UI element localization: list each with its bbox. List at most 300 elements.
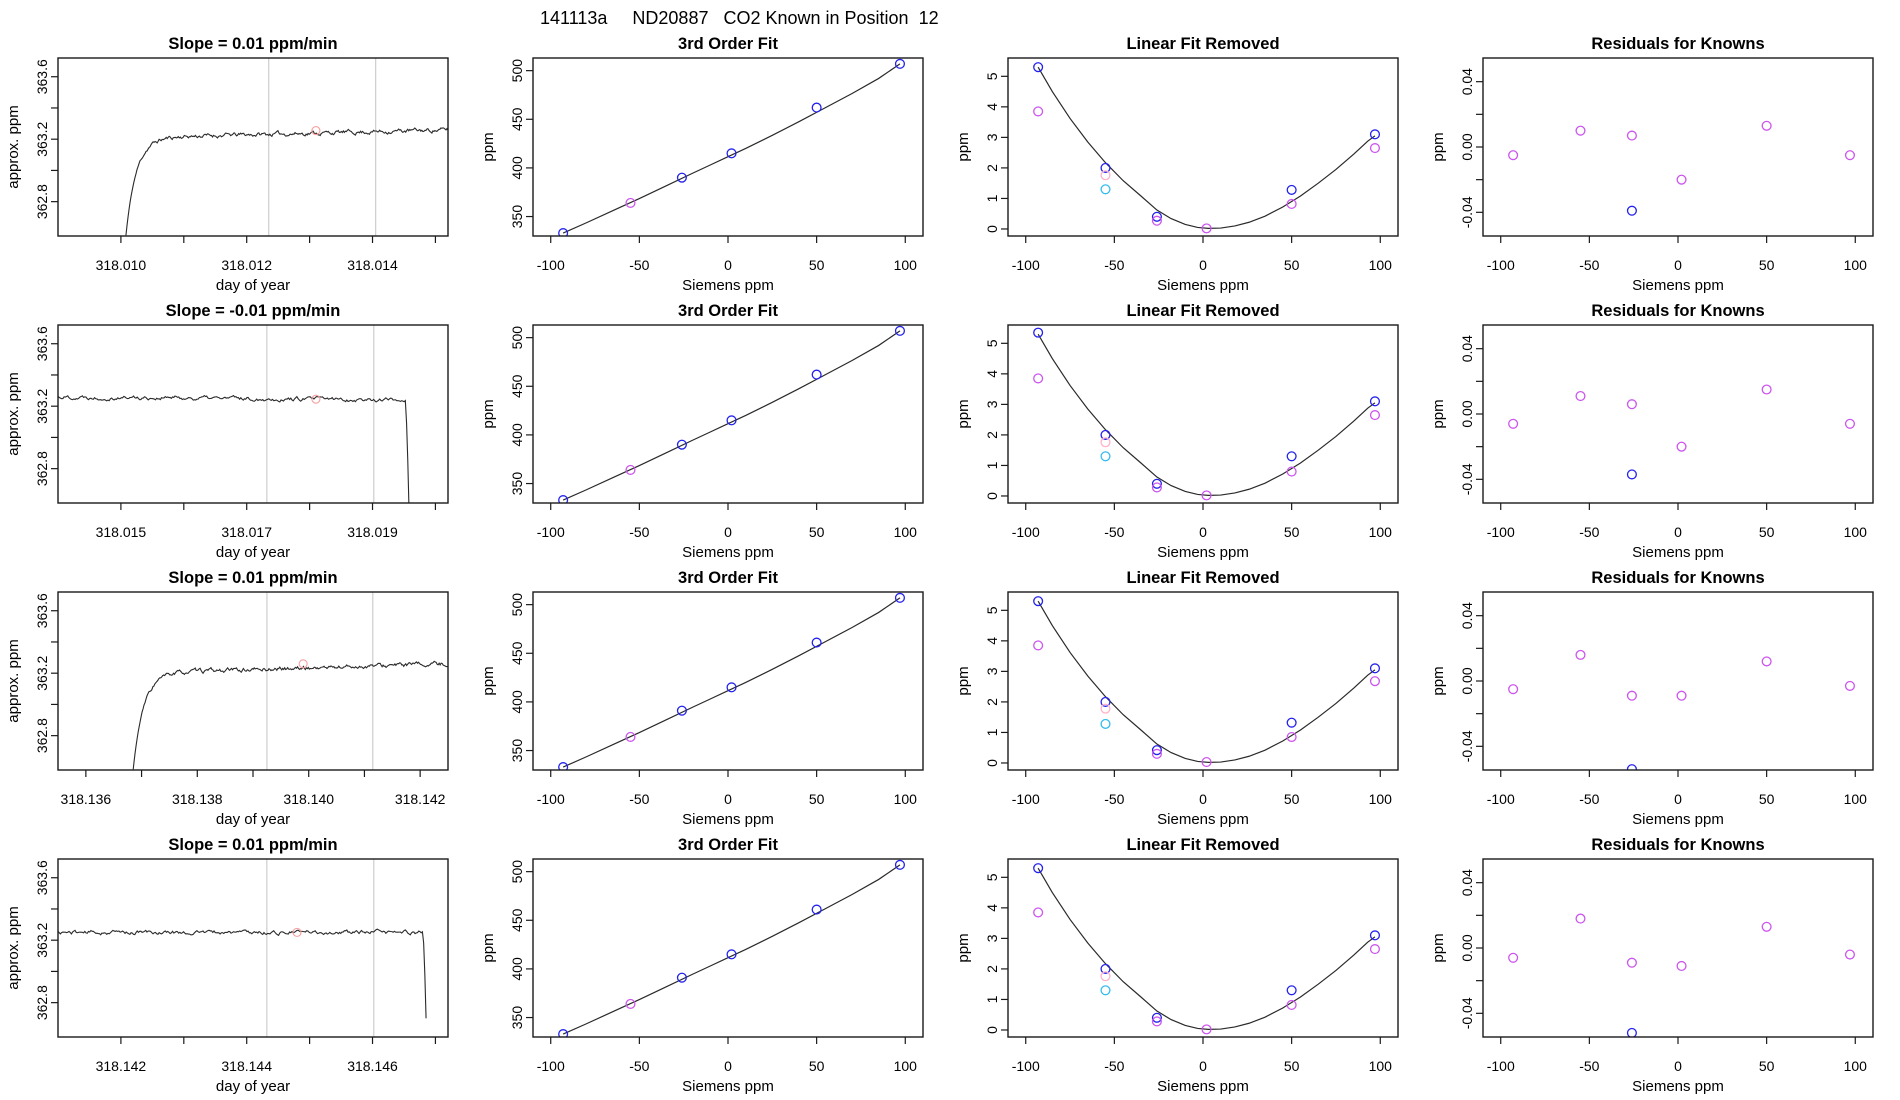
x-tick-label: -50 — [1104, 791, 1125, 807]
y-tick-label: 4 — [984, 636, 1000, 645]
y-tick-label: 0 — [984, 1026, 1000, 1034]
x-axis — [537, 1037, 917, 1074]
x-tick-label: -50 — [1104, 524, 1125, 540]
plot-box — [533, 592, 923, 770]
y-tick-label: 450 — [509, 641, 525, 665]
y-axis — [984, 72, 1008, 233]
x-tick-label: 50 — [1283, 524, 1300, 540]
data-point — [1101, 719, 1110, 728]
x-tick-label: -100 — [1011, 1058, 1040, 1074]
x-tick-label: -50 — [1104, 257, 1125, 273]
data-point — [1846, 950, 1855, 959]
x-tick-label: 50 — [808, 1058, 825, 1074]
x-axis-label: Siemens ppm — [1632, 811, 1724, 828]
y-axis-label: ppm — [480, 666, 497, 696]
data-point — [1628, 470, 1637, 479]
data-point — [1034, 908, 1043, 917]
plot-box — [1008, 58, 1398, 236]
x-axis — [537, 770, 917, 807]
data-point — [1371, 931, 1380, 940]
x-tick-label: 100 — [893, 1058, 917, 1074]
x-axis-label: Siemens ppm — [1632, 1078, 1724, 1095]
y-tick-label: 0.00 — [1459, 133, 1475, 161]
signal-trace — [58, 396, 409, 509]
plot-box — [1008, 592, 1398, 770]
data-point — [1846, 681, 1855, 690]
data-point — [1846, 419, 1855, 428]
plot-title: Linear Fit Removed — [1126, 302, 1280, 320]
data-point — [1677, 442, 1686, 451]
plot-box — [58, 859, 448, 1037]
y-axis — [34, 326, 58, 486]
plot-title: Slope = 0.01 ppm/min — [168, 569, 338, 587]
y-axis-label: ppm — [955, 399, 972, 429]
page-title: 141113a ND20887 CO2 Known in Position 12 — [540, 8, 939, 28]
x-tick-label: 318.012 — [221, 257, 273, 273]
data-point — [1576, 650, 1585, 659]
known-points — [1034, 374, 1380, 500]
y-tick-label: 5 — [984, 606, 1000, 615]
data-point — [1628, 1029, 1637, 1038]
y-axis — [1459, 602, 1483, 762]
y-tick-label: 4 — [984, 102, 1000, 111]
y-axis-label: ppm — [1430, 666, 1447, 696]
data-point — [1287, 986, 1296, 995]
plot-row2-slope-timeseries — [0, 299, 475, 566]
x-tick-label: -100 — [536, 791, 565, 807]
x-tick-label: -100 — [1011, 791, 1040, 807]
y-axis — [984, 606, 1008, 767]
x-tick-label: 50 — [1283, 1058, 1300, 1074]
fit-curve — [1038, 67, 1375, 228]
x-tick-label: -100 — [536, 1058, 565, 1074]
data-point — [1371, 677, 1380, 686]
y-axis — [509, 860, 533, 1029]
plot-box — [58, 58, 448, 236]
data-point — [1677, 691, 1686, 700]
x-tick-label: 50 — [808, 791, 825, 807]
y-tick-label: 0.04 — [1459, 335, 1475, 363]
x-tick-label: 0 — [1199, 257, 1207, 273]
y-tick-label: 0.04 — [1459, 869, 1475, 897]
plot-row3-linear-fit-removed — [950, 566, 1425, 833]
x-tick-label: 0 — [1199, 791, 1207, 807]
residual-outlier — [1628, 1029, 1637, 1038]
x-tick-label: 318.010 — [95, 257, 147, 273]
x-tick-label: 100 — [1843, 791, 1867, 807]
trace-marker — [312, 395, 320, 403]
y-axis-label: ppm — [480, 132, 497, 162]
y-axis-label: ppm — [480, 399, 497, 429]
data-point — [812, 103, 821, 112]
y-tick-label: 350 — [509, 204, 525, 229]
known-point-cyan — [1101, 452, 1110, 461]
x-axis-label: day of year — [215, 277, 291, 294]
x-tick-label: -50 — [629, 1058, 650, 1074]
y-axis — [34, 59, 58, 219]
x-tick-label: -100 — [536, 524, 565, 540]
y-tick-label: 363.6 — [34, 326, 50, 362]
x-tick-label: 50 — [1758, 524, 1775, 540]
x-tick-label: 318.136 — [60, 791, 112, 807]
plot-title: 3rd Order Fit — [678, 302, 778, 320]
x-tick-label: -100 — [1486, 257, 1515, 273]
y-axis-label: approx. ppm — [5, 372, 22, 456]
x-axis-label: Siemens ppm — [682, 544, 774, 561]
y-tick-label: 0.00 — [1459, 667, 1475, 695]
data-point — [1287, 452, 1296, 461]
y-tick-label: 363.6 — [34, 860, 50, 896]
x-axis — [61, 770, 446, 807]
known-point-cyan — [1101, 185, 1110, 194]
known-points — [1034, 107, 1380, 233]
x-axis-label: Siemens ppm — [1632, 544, 1724, 561]
x-tick-label: 318.019 — [347, 524, 398, 540]
residual-points — [1509, 385, 1855, 451]
y-tick-label: 3 — [984, 133, 1000, 142]
plot-row3-slope-timeseries — [0, 566, 475, 833]
x-axis — [1487, 1037, 1867, 1074]
plot-row1-linear-fit-removed — [950, 32, 1425, 299]
x-tick-label: -100 — [1011, 257, 1040, 273]
y-tick-label: 363.6 — [34, 593, 50, 629]
y-tick-label: 450 — [509, 107, 525, 131]
y-tick-label: 5 — [984, 72, 1000, 81]
x-axis-label: Siemens ppm — [1157, 277, 1249, 294]
plot-box — [533, 58, 923, 236]
data-point — [1509, 151, 1518, 160]
residual-points — [1509, 914, 1855, 970]
y-tick-label: 350 — [509, 738, 525, 763]
signal-trace — [126, 128, 448, 235]
plot-title: 3rd Order Fit — [678, 35, 778, 53]
cal-points — [559, 59, 905, 237]
y-axis-label: approx. ppm — [5, 906, 22, 990]
plot-box — [1483, 592, 1873, 770]
x-tick-label: 100 — [1368, 791, 1392, 807]
x-tick-label: 0 — [724, 1058, 732, 1074]
x-axis-label: Siemens ppm — [1157, 811, 1249, 828]
y-axis — [1459, 335, 1483, 495]
x-tick-label: 0 — [1199, 524, 1207, 540]
plot-title: 3rd Order Fit — [678, 569, 778, 587]
plot-row3-residuals — [1425, 566, 1900, 833]
x-tick-label: 100 — [1368, 257, 1392, 273]
plot-row1-slope-timeseries — [0, 32, 475, 299]
data-point — [1677, 175, 1686, 184]
plot-title: Residuals for Knowns — [1591, 302, 1765, 320]
cal-points — [1034, 328, 1380, 488]
y-tick-label: -0.04 — [1459, 463, 1475, 496]
x-tick-label: 318.015 — [95, 524, 147, 540]
x-tick-label: 318.142 — [394, 791, 446, 807]
y-tick-label: 500 — [509, 592, 525, 617]
plot-title: Linear Fit Removed — [1126, 35, 1280, 53]
x-axis — [96, 1037, 436, 1074]
data-point — [1371, 130, 1380, 139]
y-axis — [34, 860, 58, 1020]
y-tick-label: 1 — [984, 461, 1000, 470]
y-tick-label: 0 — [984, 225, 1000, 233]
x-tick-label: -50 — [629, 524, 650, 540]
plot-title: Linear Fit Removed — [1126, 569, 1280, 587]
x-tick-label: -50 — [629, 257, 650, 273]
plot-grid — [0, 32, 1900, 1100]
y-axis-label: ppm — [1430, 933, 1447, 963]
plot-row1-third-order-fit — [475, 32, 950, 299]
y-tick-label: 362.8 — [34, 985, 50, 1021]
x-axis — [1012, 1037, 1392, 1074]
y-tick-label: 400 — [509, 690, 525, 714]
x-tick-label: 100 — [1843, 257, 1867, 273]
plot-title: 3rd Order Fit — [678, 836, 778, 854]
x-tick-label: -100 — [1011, 524, 1040, 540]
data-point — [1371, 411, 1380, 420]
plot-row2-residuals — [1425, 299, 1900, 566]
plot-title: Slope = 0.01 ppm/min — [168, 836, 338, 854]
data-point — [1628, 691, 1637, 700]
y-axis-label: ppm — [480, 933, 497, 963]
data-point — [1034, 597, 1043, 606]
data-point — [1034, 63, 1043, 72]
data-point — [1034, 107, 1043, 116]
y-tick-label: 363.2 — [34, 388, 50, 424]
y-axis — [509, 326, 533, 495]
y-tick-label: 362.8 — [34, 184, 50, 220]
x-tick-label: 318.146 — [347, 1058, 398, 1074]
cal-points — [1034, 864, 1380, 1022]
data-point — [1628, 958, 1637, 967]
x-tick-label: -50 — [1579, 257, 1600, 273]
cal-points — [559, 326, 905, 504]
x-tick-label: 0 — [724, 791, 732, 807]
y-tick-label: 500 — [509, 58, 525, 83]
y-tick-label: -0.04 — [1459, 730, 1475, 763]
data-point — [896, 593, 905, 602]
residual-outlier — [1628, 765, 1637, 774]
cal-points — [559, 593, 905, 771]
plot-row4-linear-fit-removed — [950, 833, 1425, 1100]
plot-title: Slope = -0.01 ppm/min — [165, 302, 341, 320]
fit-curve — [1038, 334, 1375, 495]
x-tick-label: 50 — [1283, 791, 1300, 807]
data-point — [1034, 374, 1043, 383]
data-point — [1034, 641, 1043, 650]
x-tick-label: 100 — [893, 524, 917, 540]
data-point — [1101, 986, 1110, 995]
y-tick-label: 3 — [984, 400, 1000, 409]
data-point — [1287, 718, 1296, 727]
y-tick-label: 2 — [984, 698, 1000, 706]
known-point-cyan — [1101, 719, 1110, 728]
plot-box — [533, 859, 923, 1037]
x-axis — [1012, 503, 1392, 540]
y-tick-label: 400 — [509, 957, 525, 981]
x-axis — [96, 503, 436, 540]
y-tick-label: 0.00 — [1459, 934, 1475, 962]
y-axis-label: approx. ppm — [5, 105, 22, 189]
plot-box — [533, 325, 923, 503]
x-tick-label: -50 — [1579, 524, 1600, 540]
x-axis-label: day of year — [215, 1078, 291, 1095]
data-point — [1371, 945, 1380, 954]
x-tick-label: 50 — [1758, 257, 1775, 273]
plot-box — [1008, 859, 1398, 1037]
y-axis-label: ppm — [955, 132, 972, 162]
x-axis — [96, 236, 436, 273]
plot-row4-slope-timeseries — [0, 833, 475, 1100]
data-point — [1034, 328, 1043, 337]
x-tick-label: 100 — [893, 257, 917, 273]
data-point — [1101, 452, 1110, 461]
y-tick-label: 450 — [509, 374, 525, 398]
y-tick-label: 2 — [984, 164, 1000, 172]
x-axis — [537, 503, 917, 540]
y-tick-label: 1 — [984, 995, 1000, 1004]
plot-title: Slope = 0.01 ppm/min — [168, 35, 338, 53]
plot-box — [58, 592, 448, 770]
data-point — [896, 860, 905, 869]
x-tick-label: 0 — [1674, 524, 1682, 540]
x-axis — [1487, 770, 1867, 807]
x-tick-label: 0 — [1674, 257, 1682, 273]
known-points — [1034, 641, 1380, 766]
y-axis — [509, 593, 533, 762]
data-point — [1101, 704, 1110, 713]
known-point-cyan — [1101, 986, 1110, 995]
x-tick-label: -50 — [1104, 1058, 1125, 1074]
x-axis-label: day of year — [215, 544, 291, 561]
x-tick-label: 100 — [1843, 524, 1867, 540]
y-tick-label: 400 — [509, 423, 525, 447]
x-tick-label: -100 — [1486, 524, 1515, 540]
x-tick-label: 0 — [1199, 1058, 1207, 1074]
data-point — [1762, 657, 1771, 666]
plot-title: Linear Fit Removed — [1126, 836, 1280, 854]
y-tick-label: 363.2 — [34, 655, 50, 691]
x-axis — [1487, 503, 1867, 540]
fit-curve — [1038, 601, 1375, 762]
x-axis-label: Siemens ppm — [682, 811, 774, 828]
x-tick-label: -50 — [629, 791, 650, 807]
plot-title: Residuals for Knowns — [1591, 35, 1765, 53]
y-tick-label: 3 — [984, 667, 1000, 676]
y-tick-label: 350 — [509, 471, 525, 496]
y-axis-label: ppm — [955, 933, 972, 963]
plot-row2-third-order-fit — [475, 299, 950, 566]
data-point — [1576, 914, 1585, 923]
data-point — [812, 370, 821, 379]
signal-trace — [58, 929, 426, 1018]
x-tick-label: -100 — [536, 257, 565, 273]
x-axis-label: Siemens ppm — [682, 1078, 774, 1095]
y-tick-label: 0 — [984, 759, 1000, 767]
y-tick-label: 450 — [509, 908, 525, 932]
plot-box — [1483, 58, 1873, 236]
data-point — [1509, 953, 1518, 962]
plot-row1-residuals — [1425, 32, 1900, 299]
y-axis — [509, 59, 533, 228]
y-axis — [34, 593, 58, 753]
x-tick-label: -50 — [1579, 791, 1600, 807]
data-point — [1628, 206, 1637, 215]
y-tick-label: 400 — [509, 156, 525, 180]
x-tick-label: 0 — [1674, 1058, 1682, 1074]
y-tick-label: 0 — [984, 492, 1000, 500]
data-point — [1371, 144, 1380, 153]
residual-points — [1509, 121, 1855, 184]
y-tick-label: -0.04 — [1459, 997, 1475, 1030]
plot-row4-residuals — [1425, 833, 1900, 1100]
data-point — [1846, 151, 1855, 160]
x-tick-label: 318.014 — [347, 257, 398, 273]
data-point — [1762, 385, 1771, 394]
data-point — [1371, 397, 1380, 406]
y-tick-label: 4 — [984, 369, 1000, 378]
data-point — [1034, 864, 1043, 873]
data-point — [1762, 922, 1771, 931]
y-axis-label: ppm — [1430, 399, 1447, 429]
y-tick-label: 5 — [984, 339, 1000, 348]
y-tick-label: 363.2 — [34, 121, 50, 157]
cal-points — [1034, 63, 1380, 221]
x-tick-label: 50 — [1758, 1058, 1775, 1074]
plot-box — [1483, 325, 1873, 503]
x-tick-label: 50 — [1283, 257, 1300, 273]
y-tick-label: 350 — [509, 1005, 525, 1030]
y-tick-label: 500 — [509, 859, 525, 884]
data-point — [1677, 962, 1686, 971]
y-axis-label: ppm — [1430, 132, 1447, 162]
x-tick-label: -50 — [1579, 1058, 1600, 1074]
y-axis — [984, 339, 1008, 500]
x-tick-label: 0 — [1674, 791, 1682, 807]
x-tick-label: 100 — [893, 791, 917, 807]
x-tick-label: -100 — [1486, 1058, 1515, 1074]
data-point — [896, 326, 905, 335]
x-tick-label: 100 — [1843, 1058, 1867, 1074]
x-tick-label: 100 — [1368, 1058, 1392, 1074]
data-point — [1576, 126, 1585, 135]
y-tick-label: 362.8 — [34, 451, 50, 487]
x-tick-label: 100 — [1368, 524, 1392, 540]
x-axis-label: day of year — [215, 811, 291, 828]
data-point — [896, 59, 905, 68]
residual-outlier — [1628, 206, 1637, 215]
x-axis-label: Siemens ppm — [1632, 277, 1724, 294]
y-tick-label: 2 — [984, 965, 1000, 973]
y-tick-label: 2 — [984, 431, 1000, 439]
y-tick-label: 3 — [984, 934, 1000, 943]
plot-title: Residuals for Knowns — [1591, 569, 1765, 587]
x-axis — [1487, 236, 1867, 273]
known-points — [1034, 908, 1380, 1034]
y-tick-label: 362.8 — [34, 718, 50, 754]
data-point — [678, 440, 687, 449]
y-tick-label: 4 — [984, 903, 1000, 912]
fit-curve — [1038, 868, 1375, 1029]
y-axis-label: ppm — [955, 666, 972, 696]
y-tick-label: 0.04 — [1459, 602, 1475, 630]
residual-outlier — [1628, 470, 1637, 479]
cal-points — [1034, 597, 1380, 755]
x-tick-label: 318.017 — [221, 524, 273, 540]
data-point — [1509, 685, 1518, 694]
y-axis — [1459, 68, 1483, 228]
x-tick-label: 50 — [808, 524, 825, 540]
data-point — [1762, 121, 1771, 130]
x-tick-label: 318.138 — [171, 791, 223, 807]
